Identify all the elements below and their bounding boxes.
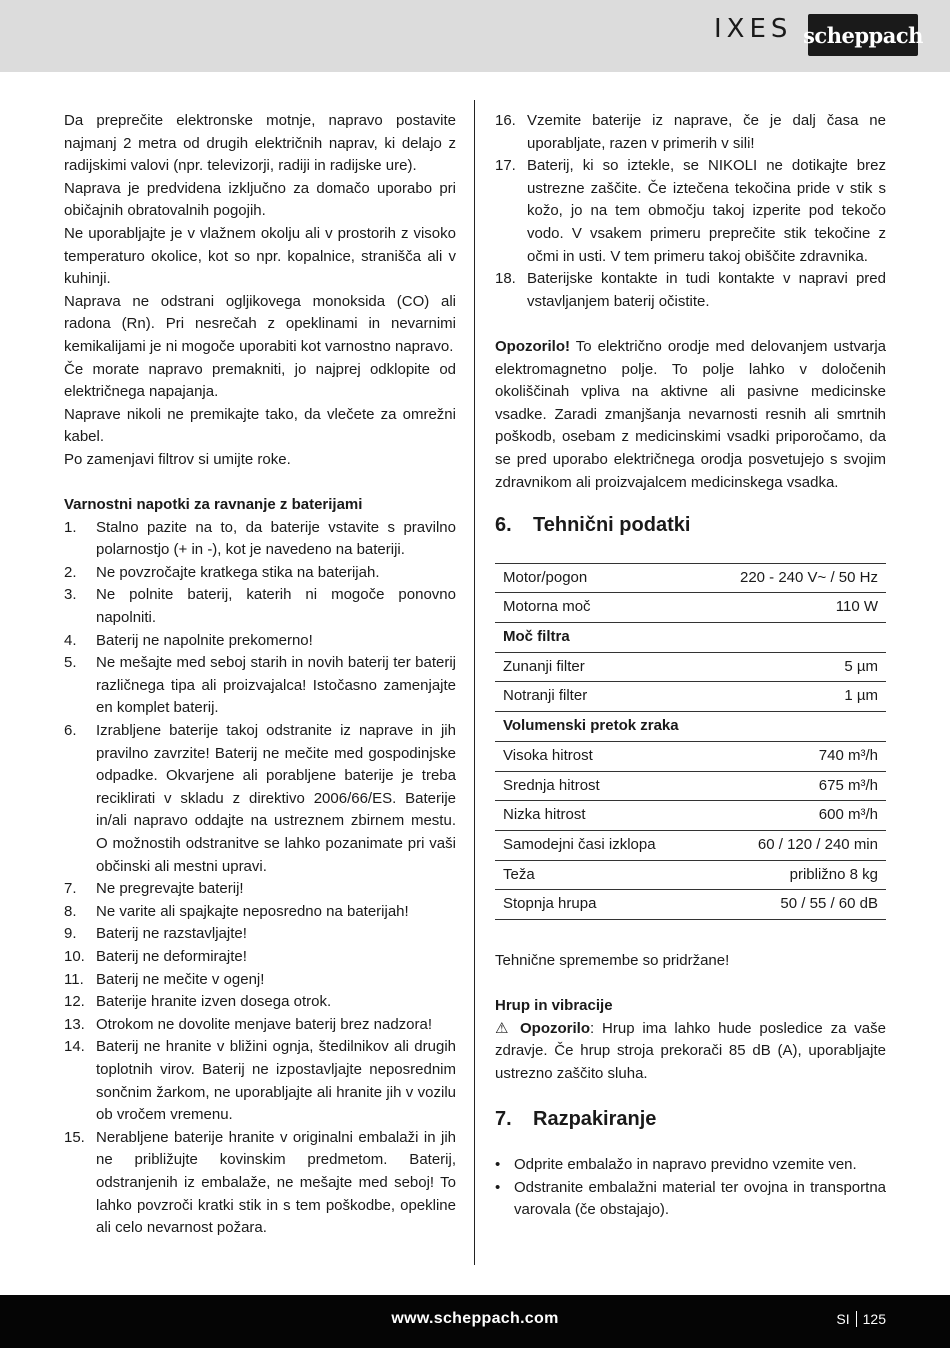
item-text: Izrabljene baterije takoj odstranite iz naprave in jih pravilno zavrzite! Baterij ne mečite med gospodinjske odpadke. Okvarjene ali porabljene baterije je treba reciklirati v skladu z direktivo 2006/66/ES. Baterije in/ali napravo oddajte na ustreznem zbirnem mestu. O možnostih odstranitve se lahko pozanimate pri vaši občinski ali mestni upravi. xyxy=(96,722,456,875)
spec-row xyxy=(495,890,886,920)
technical-changes-note: Tehnične spremembe so pridržane! xyxy=(495,951,730,969)
spec-label: Samodejni časi izklopa xyxy=(495,830,712,860)
item-number: 14. xyxy=(64,1038,85,1056)
item-text: Otrokom ne dovolite menjave baterij brez nadzora! xyxy=(96,1015,433,1033)
item-number: 9. xyxy=(64,925,77,943)
spec-row xyxy=(495,563,886,593)
item-text: Baterij ne razstavljajte! xyxy=(96,925,247,943)
item-text: Baterije hranite izven dosega otrok. xyxy=(96,993,332,1011)
spec-label: Notranji filter xyxy=(495,682,712,712)
list-item xyxy=(64,946,456,969)
item-text: Ne pregrevajte baterij! xyxy=(96,880,244,898)
item-text: Odstranite embalažni material ter ovojna in transportna varovala (če obstajajo). xyxy=(514,1178,886,1219)
item-number: 15. xyxy=(64,1128,85,1146)
spec-value: 50 / 55 / 60 dB xyxy=(712,890,886,920)
intro-line: Naprava je predvidena izključno za domačo uporabo pri običajnih obratovalnih pogojih. xyxy=(64,179,456,220)
spec-row xyxy=(495,623,886,653)
item-text: Baterij ne napolnite prekomerno! xyxy=(96,631,313,649)
intro-paragraph xyxy=(64,110,456,472)
intro-line: Naprave nikoli ne premikajte tako, da vlečete za omrežni kabel. xyxy=(64,405,456,446)
spec-row xyxy=(495,682,886,712)
warning-text: : Hrup ima lahko hude posledice za vaše zdravje. Če hrup stroja prekorači 85 dB (A), uporabljajte ustrezno zaščito sluha. xyxy=(495,1019,886,1082)
spec-row xyxy=(495,652,886,682)
intro-line: Po zamenjavi filtrov si umijte roke. xyxy=(64,450,291,468)
warning-text: To električno orodje med delovanjem ustvarja elektromagnetno polje. To polje lahko v določenih okoliščinah vpliva na aktivne ali pasivne medicinske vsadke. Zaradi zmanjšanja nevarnosti resnih ali smrtnih poškodb, osebam z medicinskimi vsadki priporočamo, da se pred uporabo električnega orodja posvetujejo s svojim zdravnikom ali proizvajalcem medicinskega vsadka. xyxy=(495,337,886,491)
page-number-value: 125 xyxy=(862,1311,886,1327)
battery-safety-list-continued xyxy=(495,110,886,313)
section-number: 6. xyxy=(495,514,512,537)
warning-label: Opozorilo! xyxy=(495,337,570,355)
item-number: 3. xyxy=(64,586,77,604)
spec-row xyxy=(495,830,886,860)
list-item xyxy=(495,268,886,313)
list-item xyxy=(495,155,886,268)
item-number: 7. xyxy=(64,880,77,898)
item-number: 6. xyxy=(64,722,77,740)
item-number: 1. xyxy=(64,518,77,536)
ixes-logo: IXES xyxy=(714,14,793,44)
right-column xyxy=(495,110,886,1222)
spec-value: 60 / 120 / 240 min xyxy=(712,830,886,860)
spec-row xyxy=(495,593,886,623)
spec-value: 740 m³/h xyxy=(712,741,886,771)
list-item xyxy=(64,1036,456,1126)
column-divider xyxy=(474,100,475,1265)
spec-label: Stopnja hrupa xyxy=(495,890,712,920)
spec-value: 5 µm xyxy=(712,652,886,682)
spec-value: 1 µm xyxy=(712,682,886,712)
spec-label: Zunanji filter xyxy=(495,652,712,682)
item-number: 10. xyxy=(64,947,85,965)
item-number: 13. xyxy=(64,1015,85,1033)
item-text: Ne mešajte med seboj starih in novih baterij ter baterij različnega tipa ali proizvajalca! Istočasno zamenjajte en komplet baterij. xyxy=(96,654,456,717)
spec-row xyxy=(495,712,886,742)
noise-warning xyxy=(495,1018,886,1086)
technical-data-table xyxy=(495,563,886,920)
spec-label: Motor/pogon xyxy=(495,563,712,593)
spec-label: Motorna moč xyxy=(495,593,712,623)
list-item xyxy=(64,562,456,585)
item-text: Stalno pazite na to, da baterije vstavite s pravilno polarnostjo (+ in -), kot je navedeno na bateriji. xyxy=(96,518,456,559)
list-item xyxy=(64,720,456,878)
item-text: Baterij ne hranite v bližini ognja, štedilnikov ali drugih toplotnih virov. Baterij ne izpostavljajte neposrednim sončnim žarkom, ne uporabljajte ali hranite jih v vozilu ob vročem vremenu. xyxy=(96,1038,456,1124)
item-text: Baterij ne deformirajte! xyxy=(96,947,247,965)
spec-value: 110 W xyxy=(712,593,886,623)
item-text: Baterij, ki so iztekle, se NIKOLI ne dotikajte brez ustrezne zaščite. Če iztečena tekočina pride v stik s kožo, jo na tem območju takoj izperite pod tekočo vodo. V vsakem primeru preprečite stik tekočine z očmi in usti. V tem primeru takoj obiščite zdravnika. xyxy=(527,157,886,265)
item-text: Odprite embalažo in napravo previdno vzemite ven. xyxy=(514,1156,857,1174)
spec-row xyxy=(495,801,886,831)
item-text: Vzemite baterije iz naprave, če je dalj časa ne uporabljate, razen v primerih v sili! xyxy=(527,112,886,152)
battery-safety-heading: Varnostni napotki za ravnanje z baterijami xyxy=(64,496,363,514)
spec-value: 600 m³/h xyxy=(712,801,886,831)
warning-triangle-icon: ⚠ xyxy=(495,1019,513,1037)
spec-value: 220 - 240 V~ / 50 Hz xyxy=(712,563,886,593)
item-number: 18. xyxy=(495,270,516,288)
item-text: Baterij ne mečite v ogenj! xyxy=(96,970,265,988)
item-number: 4. xyxy=(64,631,77,649)
spec-value: 675 m³/h xyxy=(712,771,886,801)
intro-line: Naprava ne odstrani ogljikovega monoksida (CO) ali radona (Rn). Pri nesrečah z opeklinami in nevarnimi kemikalijami je ni mogoče uporabiti kot varnostno napravo. xyxy=(64,292,456,355)
bullet-icon: • xyxy=(495,1178,501,1196)
section-heading-technical-data xyxy=(495,514,886,537)
website-link[interactable]: www.scheppach.com xyxy=(391,1310,559,1327)
spec-label: Moč filtra xyxy=(495,623,712,653)
list-item xyxy=(495,1177,886,1222)
item-text: Ne povzročajte kratkega stika na baterijah. xyxy=(96,563,380,581)
battery-safety-list xyxy=(64,517,456,1240)
list-item xyxy=(64,923,456,946)
list-item xyxy=(64,517,456,562)
page-header xyxy=(0,0,950,72)
item-text: Ne varite ali spajkajte neposredno na baterijah! xyxy=(96,902,409,920)
spec-label: Volumenski pretok zraka xyxy=(495,712,712,742)
section-number: 7. xyxy=(495,1107,512,1130)
emf-warning xyxy=(495,336,886,494)
spec-row xyxy=(495,771,886,801)
scheppach-logo: scheppach xyxy=(808,14,918,56)
item-text: Baterijske kontakte in tudi kontakte v napravi pred vstavljanjem baterij očistite. xyxy=(527,270,886,310)
intro-line: Da preprečite elektronske motnje, napravo postavite najmanj 2 metra od drugih električnih naprav, ki delajo z radijskimi valovi (npr. televizorji, radiji in radijske ure). xyxy=(64,112,456,175)
spec-value xyxy=(712,623,886,653)
item-text: Ne polnite baterij, katerih ni mogoče ponovno napolniti. xyxy=(96,586,456,627)
list-item xyxy=(64,991,456,1014)
item-number: 8. xyxy=(64,902,77,920)
item-number: 2. xyxy=(64,563,77,581)
unpacking-list xyxy=(495,1154,886,1222)
spec-label: Visoka hitrost xyxy=(495,741,712,771)
language-code: SI xyxy=(836,1311,850,1327)
warning-label: Opozorilo xyxy=(520,1019,590,1037)
list-item xyxy=(64,878,456,901)
list-item xyxy=(495,110,886,155)
bullet-icon: • xyxy=(495,1156,501,1174)
spec-value xyxy=(712,712,886,742)
list-item xyxy=(64,901,456,924)
list-item xyxy=(64,969,456,992)
item-number: 16. xyxy=(495,112,516,129)
item-text: Nerabljene baterije hranite v originalni embalaži in jih ne približujte kovinskim predmetom. Baterij, odstranjenih iz embalaže, ne mešajte med seboj! To lahko povzroči kratki stik in s tem poškodbe, opekline ali celo nevarnost požara. xyxy=(96,1128,456,1237)
spec-label: Srednja hitrost xyxy=(495,771,712,801)
section-heading-unpacking xyxy=(495,1108,886,1131)
noise-heading: Hrup in vibracije xyxy=(495,997,613,1015)
spec-label: Nizka hitrost xyxy=(495,801,712,831)
section-title: Razpakiranje xyxy=(533,1107,657,1130)
list-item xyxy=(64,630,456,653)
list-item xyxy=(64,584,456,629)
intro-line: Ne uporabljajte je v vlažnem okolju ali v prostorih z visoko temperaturo okolice, kot so npr. kopalnice, stranišča ali v kuhinji. xyxy=(64,224,456,288)
spec-label: Teža xyxy=(495,860,712,890)
item-number: 12. xyxy=(64,993,85,1011)
list-item xyxy=(495,1154,886,1177)
item-number: 5. xyxy=(64,654,77,672)
spec-row xyxy=(495,741,886,771)
list-item xyxy=(64,652,456,720)
left-column xyxy=(64,110,456,1240)
spec-value: približno 8 kg xyxy=(712,860,886,890)
item-number: 11. xyxy=(64,970,84,988)
item-number: 17. xyxy=(495,157,516,175)
page-footer xyxy=(0,1295,950,1348)
page-number xyxy=(836,1311,886,1327)
spec-row xyxy=(495,860,886,890)
section-title: Tehnični podatki xyxy=(533,514,691,537)
list-item xyxy=(64,1127,456,1240)
intro-line: Če morate napravo premakniti, jo najprej odklopite od električnega napajanja. xyxy=(64,360,456,401)
separator xyxy=(856,1311,857,1327)
list-item xyxy=(64,1014,456,1037)
